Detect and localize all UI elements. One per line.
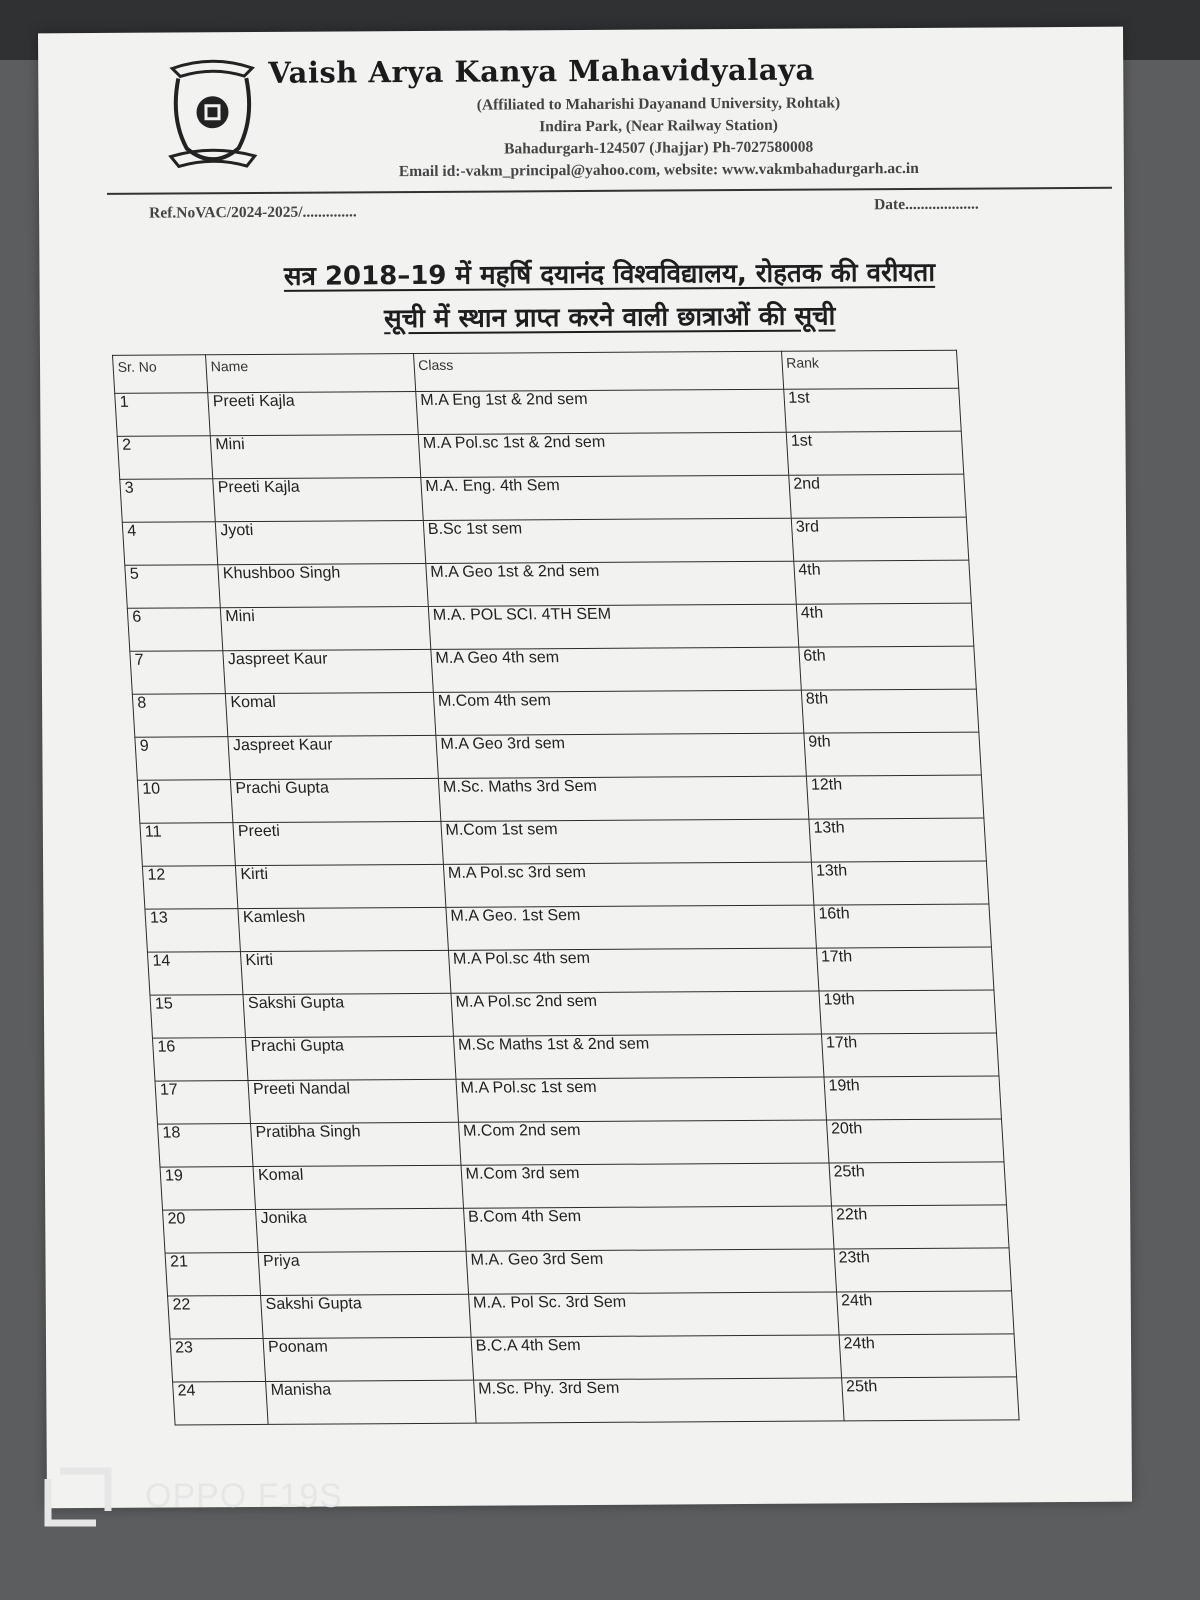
cell-name: Jaspreet Kaur	[228, 735, 438, 779]
cell-sr-no: 19	[160, 1167, 256, 1211]
cell-class: M.Sc Maths 1st & 2nd sem	[453, 1034, 823, 1079]
cell-rank: 9th	[803, 732, 981, 776]
cell-name: Preeti Kajla	[208, 392, 418, 436]
cell-name: Khushboo Singh	[218, 563, 428, 607]
cell-name: Pratibha Singh	[251, 1122, 461, 1166]
cell-class: M.A Geo. 1st Sem	[445, 905, 815, 950]
cell-sr-no: 2	[117, 436, 213, 480]
table-row	[145, 904, 992, 952]
cell-sr-no: 20	[163, 1210, 259, 1254]
cell-name: Manisha	[266, 1380, 476, 1424]
cell-class: M.A. Pol Sc. 3rd Sem	[468, 1292, 838, 1337]
cell-name: Preeti Nandal	[248, 1079, 458, 1123]
cell-rank: 1st	[786, 431, 964, 475]
document-page	[38, 27, 1132, 1509]
cell-name: Mini	[210, 435, 420, 479]
cell-rank: 13th	[811, 861, 989, 905]
email-website-line: Email id:-vakm_principal@yahoo.com, website: www.vakmbahadurgarh.ac.in	[398, 159, 919, 181]
cell-class: M.Sc. Phy. 3rd Sem	[473, 1378, 843, 1423]
cell-sr-no: 24	[173, 1381, 269, 1425]
cell-sr-no: 5	[125, 565, 221, 609]
cell-name: Priya	[258, 1251, 468, 1295]
header-rank: Rank	[781, 350, 959, 389]
cell-rank: 22th	[831, 1205, 1009, 1249]
cell-rank: 20th	[826, 1119, 1004, 1163]
table-row	[140, 818, 987, 866]
cell-sr-no: 6	[127, 608, 223, 652]
cell-sr-no: 14	[147, 952, 243, 996]
cell-sr-no: 17	[155, 1081, 251, 1125]
table-row	[158, 1119, 1005, 1167]
header-class: Class	[413, 351, 783, 391]
table-row	[170, 1334, 1017, 1382]
affiliation-line: (Affiliated to Maharishi Dayanand University, Rohtak)	[476, 94, 841, 114]
cell-sr-no: 4	[122, 522, 218, 566]
table-row	[135, 732, 982, 780]
cell-rank: 3rd	[791, 517, 969, 561]
cell-rank: 25th	[841, 1377, 1019, 1421]
cell-rank: 17th	[821, 1033, 999, 1077]
cell-sr-no: 23	[170, 1338, 266, 1382]
cell-class: M.Com 4th sem	[433, 690, 803, 735]
cell-rank: 19th	[818, 990, 996, 1034]
cell-class: M.A Geo 4th sem	[430, 647, 800, 692]
cell-class: M.A. Eng. 4th Sem	[420, 475, 790, 520]
college-emblem-icon	[166, 58, 259, 171]
cell-name: Komal	[225, 692, 435, 736]
cell-name: Preeti Kajla	[213, 477, 423, 521]
camera-watermark: OPPO F19S	[145, 1477, 343, 1515]
cell-name: Mini	[220, 606, 430, 650]
cell-sr-no: 3	[120, 479, 216, 523]
table-row	[163, 1205, 1010, 1253]
cell-name: Kamlesh	[238, 907, 448, 951]
cell-rank: 12th	[806, 775, 984, 819]
cell-class: M.A Pol.sc 1st sem	[456, 1077, 826, 1122]
cell-class: M.A Geo 3rd sem	[435, 733, 805, 778]
cell-class: M.Com 1st sem	[440, 819, 810, 864]
cell-rank: 17th	[816, 947, 994, 991]
table-row	[150, 990, 997, 1038]
cell-sr-no: 22	[168, 1295, 264, 1339]
table-row	[165, 1248, 1012, 1296]
cell-sr-no: 10	[137, 780, 233, 824]
cell-name: Prachi Gupta	[230, 778, 440, 822]
table-row	[120, 474, 967, 522]
cell-class: M.A Geo 1st & 2nd sem	[425, 561, 795, 606]
cell-name: Jyoti	[215, 520, 425, 564]
cell-class: M.A Pol.sc 3rd sem	[443, 862, 813, 907]
table-row	[117, 431, 964, 479]
cell-name: Poonam	[263, 1337, 473, 1381]
cell-sr-no: 8	[132, 694, 228, 738]
cell-rank: 19th	[824, 1076, 1002, 1120]
cell-name: Sakshi Gupta	[261, 1294, 471, 1338]
cell-class: B.Com 4th Sem	[463, 1206, 833, 1251]
cell-rank: 16th	[813, 904, 991, 948]
table-row	[152, 1033, 999, 1081]
table-row	[142, 861, 989, 909]
table-row	[168, 1291, 1015, 1339]
cell-rank: 4th	[793, 560, 971, 604]
table-row	[137, 775, 984, 823]
cell-sr-no: 15	[150, 995, 246, 1039]
cell-sr-no: 1	[115, 393, 211, 437]
cell-rank: 24th	[839, 1334, 1017, 1378]
document-title-line-2: सूची में स्थान प्राप्त करने वाली छात्राओं की सूची	[384, 301, 836, 335]
cell-rank: 8th	[801, 689, 979, 733]
cell-sr-no: 18	[158, 1124, 254, 1168]
cell-name: Preeti	[233, 821, 443, 865]
table-row	[122, 517, 969, 565]
cell-rank: 4th	[796, 603, 974, 647]
cell-sr-no: 12	[142, 866, 238, 910]
cell-class: M.A Pol.sc 2nd sem	[451, 991, 821, 1036]
cell-class: M.A Pol.sc 4th sem	[448, 948, 818, 993]
cell-name: Jonika	[256, 1208, 466, 1252]
table-row	[173, 1377, 1020, 1425]
cell-sr-no: 11	[140, 823, 236, 867]
cell-sr-no: 7	[130, 651, 226, 695]
cell-rank: 2nd	[788, 474, 966, 518]
table-header-row	[113, 350, 959, 393]
cell-class: M.A Pol.sc 1st & 2nd sem	[418, 432, 788, 477]
document-title-line-1: सत्र 2018–19 में महर्षि दयानंद विश्वविद्यालय, रोहतक की वरीयता	[283, 257, 936, 292]
cell-sr-no: 9	[135, 737, 231, 781]
camera-frame-icon	[44, 1467, 112, 1527]
cell-class: M.Sc. Maths 3rd Sem	[438, 776, 808, 821]
reference-number: Ref.NoVAC/2024-2025/..............	[149, 203, 357, 222]
cell-name: Jaspreet Kaur	[223, 649, 433, 693]
header-name: Name	[206, 354, 416, 393]
cell-name: Kirti	[235, 864, 445, 908]
cell-class: M.A. POL SCI. 4TH SEM	[428, 604, 798, 649]
table-row	[130, 646, 977, 694]
cell-sr-no: 16	[152, 1038, 248, 1082]
table-row	[125, 560, 972, 608]
cell-name: Komal	[253, 1165, 463, 1209]
cell-class: M.A Eng 1st & 2nd sem	[415, 389, 785, 434]
cell-class: B.Sc 1st sem	[423, 518, 793, 563]
cell-sr-no: 13	[145, 909, 241, 953]
cell-name: Sakshi Gupta	[243, 993, 453, 1037]
date-field: Date...................	[874, 195, 979, 214]
cell-name: Kirti	[240, 950, 450, 994]
cell-rank: 6th	[798, 646, 976, 690]
table-row	[127, 603, 974, 651]
cell-class: M.Com 2nd sem	[458, 1120, 828, 1165]
cell-class: M.A. Geo 3rd Sem	[466, 1249, 836, 1294]
cell-rank: 24th	[836, 1291, 1014, 1335]
merit-list-body	[113, 350, 1020, 1425]
table-row	[155, 1076, 1002, 1124]
cell-rank: 25th	[829, 1162, 1007, 1206]
cell-class: B.C.A 4th Sem	[471, 1335, 841, 1380]
cell-rank: 1st	[783, 388, 961, 432]
cell-rank: 13th	[808, 818, 986, 862]
city-phone-line: Bahadurgarh-124507 (Jhajjar) Ph-7027580008	[504, 138, 814, 158]
header-sr-no: Sr. No	[113, 355, 208, 394]
table-row	[160, 1162, 1007, 1210]
table-row	[147, 947, 994, 995]
letterhead	[158, 45, 1059, 190]
cell-class: M.Com 3rd sem	[461, 1163, 831, 1208]
address-line: Indira Park, (Near Railway Station)	[539, 116, 778, 136]
table-row	[115, 388, 962, 436]
cell-rank: 23th	[834, 1248, 1012, 1292]
table-row	[132, 689, 979, 737]
cell-sr-no: 21	[165, 1252, 261, 1296]
college-name: Vaish Arya Kanya Mahavidyalaya	[268, 52, 815, 90]
merit-list-table	[112, 350, 1020, 1426]
cell-name: Prachi Gupta	[246, 1036, 456, 1080]
